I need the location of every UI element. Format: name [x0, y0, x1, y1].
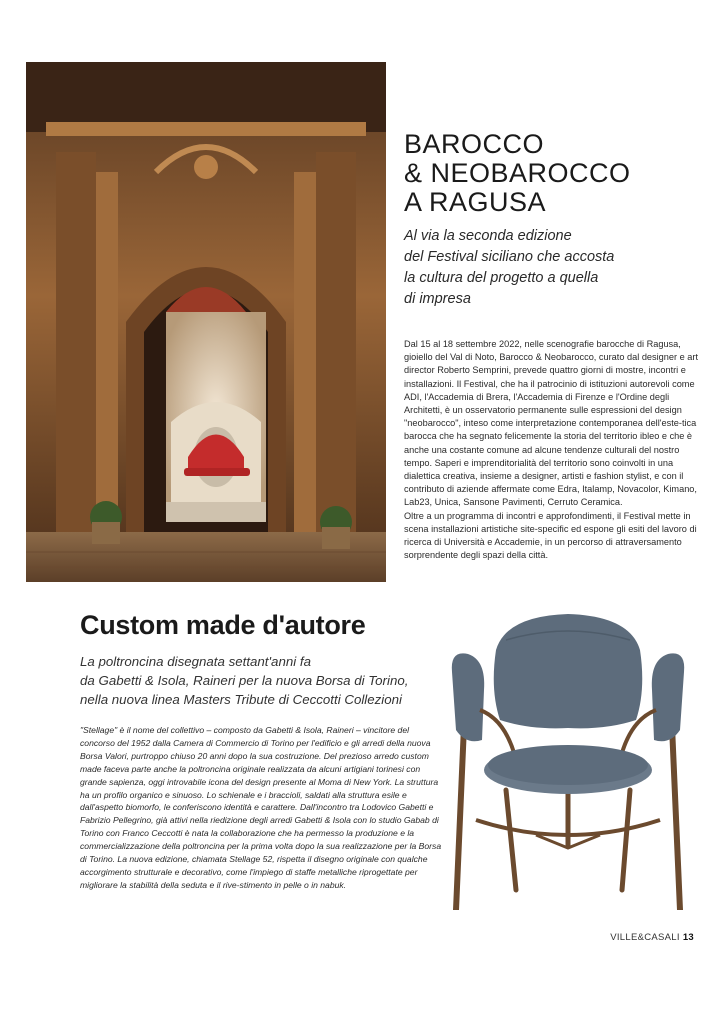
title-line-2: & NEOBAROCCO [404, 158, 631, 188]
title-line-1: BAROCCO [404, 129, 545, 159]
section-body: "Stellage" è il nome del collettivo – composto da Gabetti & Isola, Raineri – vincitore del concorso del 1952 dalla Camera di Commercio di Torino per l'edificio e gli arredi della nuova Borsa Valori, purtroppo chiuso 20 anni dopo la sua costruzione. Del prezioso arredo custom made faceva parte anche la poltroncina originale realizzata da alcuni artigiani torinesi con grande sapienza, oggi introvabile icona del design presente al Moma di New York. La struttura ha un profilo organico e sinuoso. Lo schienale e i braccioli, saldati alla struttura esile e dall'aspetto biomorfo, le conferiscono identità e carattere. Dall'incontro tra Lodovico Gabetti e Fabrizio Pellegrino, già attivi nella riedizione degli arredi Gabetti & Isola con lo studio Gabab di Torino con Franco Ceccotti è nata la collaborazione che ha permesso la produzione e la commercializzazione della poltroncina per la prima volta dopo la sua realizzazione per la Borsa di Torino. La nuova edizione, chiamata Stellage 52, rispetta il disegno originale con qualche accorgimento strutturale e decorativo, come l'impiego di staffe metalliche riprogettate per migliorare la stabilità della seduta e il rive-stimento in pelle o in nabuk. [80, 725, 442, 890]
title-line-3: A RAGUSA [404, 187, 547, 217]
page-number: 13 [682, 932, 694, 943]
subtitle-line-4: di impresa [404, 291, 471, 307]
subtitle-line-3: la cultura del progetto a quella [404, 270, 599, 286]
portal-illustration [26, 62, 386, 582]
armchair-illustration [446, 610, 690, 910]
body-paragraph-2: Oltre a un programma di incontri e approfondimenti, il Festival mette in scena installazioni artistiche site-specific ed espone gli esiti del lavoro di ricerca di Università e Accademie, in un percorso di attraversamento sorprendente degli spazi della città. [404, 510, 697, 561]
section-title: Custom made d'autore [80, 610, 366, 640]
section-subtitle-line-1: La poltroncina disegnata settant'anni fa [80, 654, 311, 669]
subtitle-line-1: Al via la seconda edizione [404, 228, 572, 244]
body-paragraph-1: Dal 15 al 18 settembre 2022, nelle scenografie barocche di Ragusa, gioiello del Val di Noto, Barocco & Neobarocco, curato dal designer e art director Roberto Semprini, prevede quattro giorni di mostre, incontri e installazioni. Il Festival, che ha il patrocinio di istituzioni autorevoli come ADI, l'Accademia di Brera, l'Accademia di Firenze e l'Ordine degli Architetti, è un osservatorio permanente sulle espressioni del design "neobarocco", inteso come interpretazione contemporanea dell'este-tica barocca che ha segnato felicemente la storia del territorio ibleo e che è anche una costante comune ad alcune tendenze culturali del nostro tempo. Saperi e imprenditorialità del territorio sono coinvolti in una dialettica creativa, insieme a designer, artisti e fashion stylist, e con il contributo di aziende affermate come Edra, Italamp, Novacolor, Kimano, Lab23, Unica, Sansone Pavimenti, Cerruto Ceramica. [404, 339, 698, 508]
section-subtitle-line-3: nella nuova linea Masters Tribute di Ceccotti Collezioni [80, 692, 402, 707]
page-footer [610, 932, 694, 943]
article-title [404, 130, 704, 217]
armchair-photo [446, 610, 690, 910]
baroque-portal-photo [26, 62, 386, 582]
article-subtitle [404, 226, 704, 310]
subtitle-line-2: del Festival siciliano che accosta [404, 249, 615, 265]
article-body [404, 338, 706, 562]
magazine-name: VILLE&CASALI [610, 932, 680, 943]
section-subtitle [80, 652, 440, 709]
section-subtitle-line-2: da Gabetti & Isola, Raineri per la nuova Borsa di Torino, [80, 673, 409, 688]
